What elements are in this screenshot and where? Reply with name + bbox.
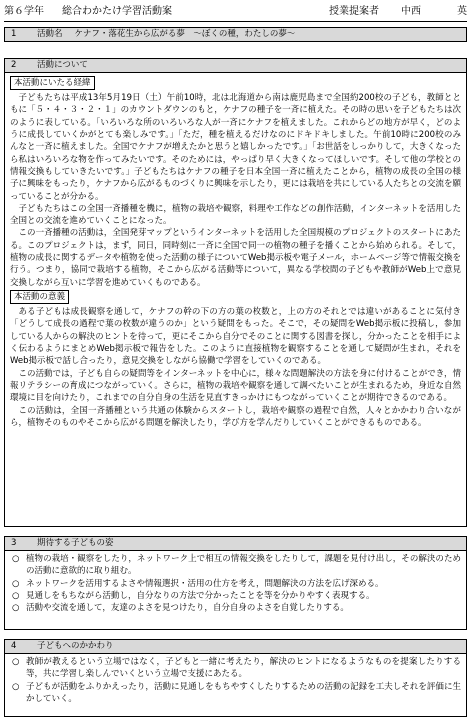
- paragraph: 子どもたちは平成13年5月19日（土）午前10時，北は北海道から南は鹿児島まで全国約200校の子ども，教師とともに「５・４・３・２・１」のカウントダウンのもと，ケナフの種子を一斉に植えた。その時の思いを子どもたちは次のように表している。「いろいろな所のいろいろな人が一斉にケナフを植えました。これからどの地方が早く，どのように成長していくかがとても楽しみです。」「ただ，種を植えるだけなのにドキドキしました。午前10時に200校のみんなと一斉に植えました。全国でケナフが増えたかと思うと嬉しかったです。」「お世話をしっかりして，大きくなったら私はいろいろな物を作ってみたいです。そのためには，やっぱり早く大きくなってほしいです。そして他の学校との情報交換もしていきたいです。」子どもたちはケナフの種子を日本全国一斉に植えたことから，植物の成長の全国の様子に興味をもったり，ケナフから広がるものづくりに興味を示したり，更には栽培を共にしている人たちとの交流を願っていることが分かる。: [10, 93, 461, 202]
- section-2-label: 活動について: [37, 60, 88, 70]
- document-header: [4, 4, 467, 19]
- document-title: 総合わかたけ学習活動案: [62, 5, 172, 17]
- paragraph: この活動は，全国一斉播種という共通の体験からスタートし，栽培や観察の過程で自然，人々とかかわり合いながら，植物そのものやそこから広がる問題を解決したり，学び方を学んだりしていくことができるものである。: [10, 405, 461, 428]
- section-4-body: [4, 653, 467, 717]
- activity-name: ケナフ・落花生から広がる夢 ～ぼくの種，わたしの夢～: [74, 29, 296, 39]
- section-1-label: 活動名: [37, 29, 63, 39]
- bullet: ○: [12, 554, 20, 564]
- section-number: 3: [11, 538, 17, 548]
- bullet: ○: [12, 578, 20, 589]
- proposer-label: 授業提案者: [329, 5, 379, 17]
- expectations-list: [10, 553, 461, 615]
- section-3-bar: [4, 536, 467, 551]
- section-2-bar: [4, 58, 467, 73]
- proposer-given-name: 英: [457, 5, 467, 17]
- bullet: ○: [12, 603, 20, 614]
- paragraph: ある子どもは成長観察を通して，ケナフの幹の下の方の葉の枚数と，上の方のそれとでは違いがあることに気付き「どうして成長の過程で葉の枚数が違うのか」という疑問をもった。そこで，その疑問をWeb掲示板に投稿し，参加している人からの解決のヒントを待って，更にそこから自分でそのことに関する図書を探し，分かったことを相手によく伝わるようにまとめWeb掲示板で報告をした。このように直接植物を観察することを通して疑問が生まれ，それをWeb掲示板で話し合ったり，意見交換をしながら協働で学習をしていくのである。: [10, 307, 461, 367]
- section-4-bar: [4, 639, 467, 654]
- subheading-significance: 本活動の意義: [10, 290, 69, 304]
- subheading-background: 本活動にいたる経緯: [10, 76, 95, 90]
- section-number: 2: [11, 60, 17, 70]
- section-1-bar: [4, 27, 467, 42]
- list-item: ○ ネットワークを活用するよさや情報選択・活用の仕方を考え，問題解決の方法を広げ深める。: [12, 578, 384, 589]
- bullet: ○: [12, 681, 20, 692]
- paragraph: 子どもたちはこの全国一斉播種を機に，植物の栽培や観察，料理や工作などの創作活動，インターネットを活用した全国との交流を進めていくことになった。: [10, 203, 461, 227]
- list-item: ○ 教師が教えるという立場ではなく，子どもと一緒に考えたり，解決のヒントになるようなものを提案したりする等，共に学習し楽しんでいくという立場で支援にあたる。: [12, 657, 461, 680]
- bullet: ○: [12, 590, 20, 601]
- section-4-label: 子どもへのかかわり: [37, 641, 114, 651]
- list-item: ○ 見通しをもちながら活動し，自分なりの方法で分かったことを等を分かりやすく表現する。: [12, 590, 375, 601]
- paragraph: この活動では，子ども自らの疑問等をインターネットを中心に，様々な問題解決の方法を身に付けることができ，情報リテラシーの育成につながっていく。さらに，植物の栽培や観察を通して調べたいことが生まれるため，身近な自然環境に目を向けたり，これまでの自分自身の生活を見直すきっかけにもつながっていくことが期待できるのである。: [10, 368, 461, 404]
- grade-label: 第６学年: [4, 5, 44, 17]
- bullet: ○: [12, 657, 20, 667]
- section-3-label: 期待する子どもの姿: [37, 538, 114, 548]
- section-number: 4: [11, 641, 17, 651]
- involvement-list: [10, 656, 461, 705]
- proposer-family-name: 中西: [401, 5, 421, 17]
- paragraph: この一斉播種の活動は，全国発芽マップというインターネットを活用した全国規模のプロジェクトのスタートにあたる。このプロジェクトは，まず，同日，同時刻に一斉に全国で同一の植物の種子を播くことから始められる。そして，植物の成長に関するデータや植物を使った活動の様子についてWeb掲示板や電子メール，ホームページ等で情報交換を行う。つまり，協同で栽培する植物，そこから広がる活動等について，異なる学校間の子どもや教師がWeb上で意見交換しながら互いに学習を進めていくものである。: [10, 228, 461, 288]
- section-number: 1: [11, 29, 17, 39]
- header-rule: [4, 21, 467, 22]
- section-3-body: [4, 550, 467, 630]
- list-item: ○ 活動や交流を通して，友達のよさを見つけたり，自分自身のよさを自覚したりする。: [12, 603, 349, 614]
- list-item: ○ 植物の栽培・観察をしたり，ネットワーク上で相互の情報交換をしたりして，課題を見付け出し，その解決のための活動に意欲的に取り組む。: [12, 554, 461, 577]
- section-2-body: [4, 72, 467, 527]
- list-item: ○ 子どもが活動をふりかえったり，活動に見通しをもちやすくしたりするための活動の記録を工夫しそれを評価に生かしていく。: [12, 681, 461, 704]
